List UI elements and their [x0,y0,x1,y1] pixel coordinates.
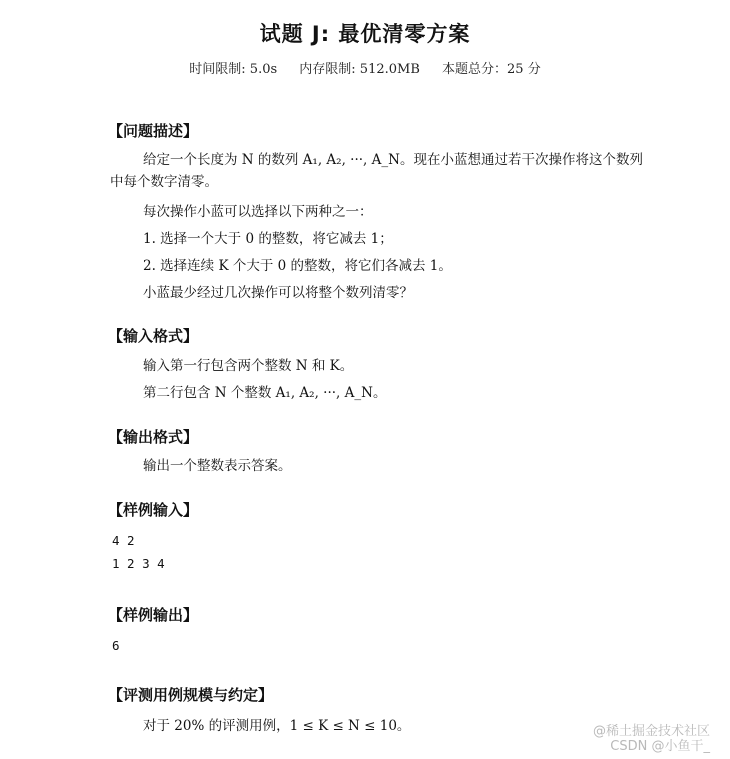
problem-meta [0,58,730,77]
sample-input-heading: 【样例输入】 [108,501,199,519]
input-format-heading: 【输入格式】 [108,327,199,345]
question-text: 小蓝最少经过几次操作可以将整个数列清零？ [143,285,413,301]
total-score: 本题总分：25 分 [442,62,541,77]
watermark-juejin: @稀土掘金技术社区 [592,724,710,739]
sample-input-line-1: 4 2 [112,533,135,548]
sample-output-line-1: 6 [112,638,120,653]
watermark-csdn: CSDN @小鱼干_ [610,739,710,754]
sample-input-line-2: 1 2 3 4 [112,556,165,571]
sample-output-heading: 【样例输出】 [108,606,199,624]
input-format-line-1: 输入第一行包含两个整数 N 和 K。 [143,358,354,374]
constraints-line-1: 对于 20% 的评测用例，1 ≤ K ≤ N ≤ 10。 [143,718,411,734]
problem-title: 试题 J: 最优清零方案 [259,22,471,46]
output-format-line-1: 输出一个整数表示答案。 [143,458,292,474]
constraints-heading: 【评测用例规模与约定】 [108,686,274,704]
time-limit: 时间限制: 5.0s [189,62,278,77]
description-paragraph: 给定一个长度为 N 的数列 A₁, A₂, ···, A_N。现在小蓝想通过若干次操作将这个数列中每个数字清零。 [110,152,643,190]
operation-option-1: 1. 选择一个大于 0 的整数，将它减去 1； [143,231,393,247]
output-format-heading: 【输出格式】 [108,428,199,446]
memory-limit: 内存限制: 512.0MB [299,62,420,77]
operation-option-2: 2. 选择连续 K 个大于 0 的整数，将它们各减去 1。 [143,258,452,274]
description-heading: 【问题描述】 [108,122,199,140]
operation-intro: 每次操作小蓝可以选择以下两种之一： [143,204,373,220]
input-format-line-2: 第二行包含 N 个整数 A₁, A₂, ···, A_N。 [143,385,387,401]
